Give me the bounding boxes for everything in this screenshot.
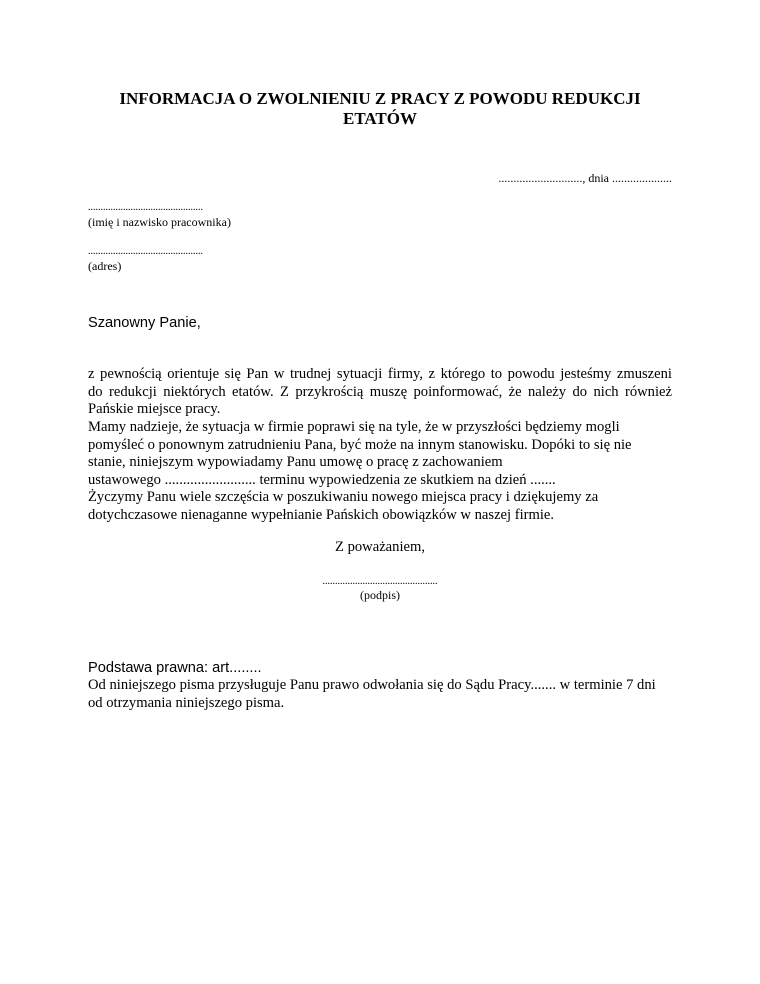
paragraph-1 bbox=[88, 366, 672, 419]
address-placeholder: .............................................. bbox=[88, 246, 203, 257]
paragraph-2-line: Życzymy Panu wiele szczęścia w poszukiwaniu nowego miejsca pracy i dziękujemy za bbox=[88, 489, 599, 506]
document-title-line-1: INFORMACJA O ZWOLNIENIU Z PRACY Z POWODU REDUKCJI bbox=[119, 89, 641, 108]
signature-placeholder: .............................................. bbox=[322, 576, 438, 587]
paragraph-1-line: Pańskie miejsce pracy. bbox=[88, 401, 221, 418]
place-date-line: ............................, dnia .................... bbox=[498, 171, 672, 185]
paragraph-2-line: dotychczasowe nienaganne wypełnianie Pańskich obowiązków w naszej firmie. bbox=[88, 506, 555, 523]
document-title bbox=[88, 89, 672, 129]
paragraph-2-line: Mamy nadzieje, że sytuacja w firmie poprawi się na tyle, że w przyszłości będziemy mogli bbox=[88, 419, 620, 435]
signature-caption: (podpis) bbox=[360, 588, 400, 602]
salutation: Szanowny Panie, bbox=[88, 315, 201, 331]
address-caption: (adres) bbox=[88, 259, 122, 273]
paragraph-2-line: ustawowego ......................... terminu wypowiedzenia ze skutkiem na dzień ....... bbox=[88, 471, 556, 488]
appeal-notice bbox=[88, 677, 672, 712]
paragraph-1-line: do redukcji niektórych etatów. Z przykrością muszę poinformować, że należy do nich również bbox=[88, 383, 672, 400]
appeal-notice-line: od otrzymania niniejszego pisma. bbox=[88, 694, 285, 711]
closing-phrase: Z poważaniem, bbox=[335, 539, 425, 555]
appeal-notice-line: Od niniejszego pisma przysługuje Panu prawo odwołania się do Sądu Pracy....... w terminie 7 dni bbox=[88, 677, 656, 693]
employee-name-placeholder: .............................................. bbox=[88, 202, 203, 213]
paragraph-2-line: stanie, niniejszym wypowiadamy Panu umowę o pracę z zachowaniem bbox=[88, 454, 503, 471]
paragraph-2 bbox=[88, 419, 672, 525]
paragraph-2-line: pomyśleć o ponownym zatrudnieniu Pana, być może na innym stanowisku. Dopóki to się nie bbox=[88, 436, 632, 453]
paragraph-1-line: z pewnością orientuje się Pan w trudnej sytuacji firmy, z którego to powodu jesteśmy zmuszeni bbox=[88, 366, 672, 382]
document-title-line-2: ETATÓW bbox=[343, 109, 417, 128]
employee-name-caption: (imię i nazwisko pracownika) bbox=[88, 215, 231, 229]
legal-basis: Podstawa prawna: art........ bbox=[88, 660, 262, 676]
